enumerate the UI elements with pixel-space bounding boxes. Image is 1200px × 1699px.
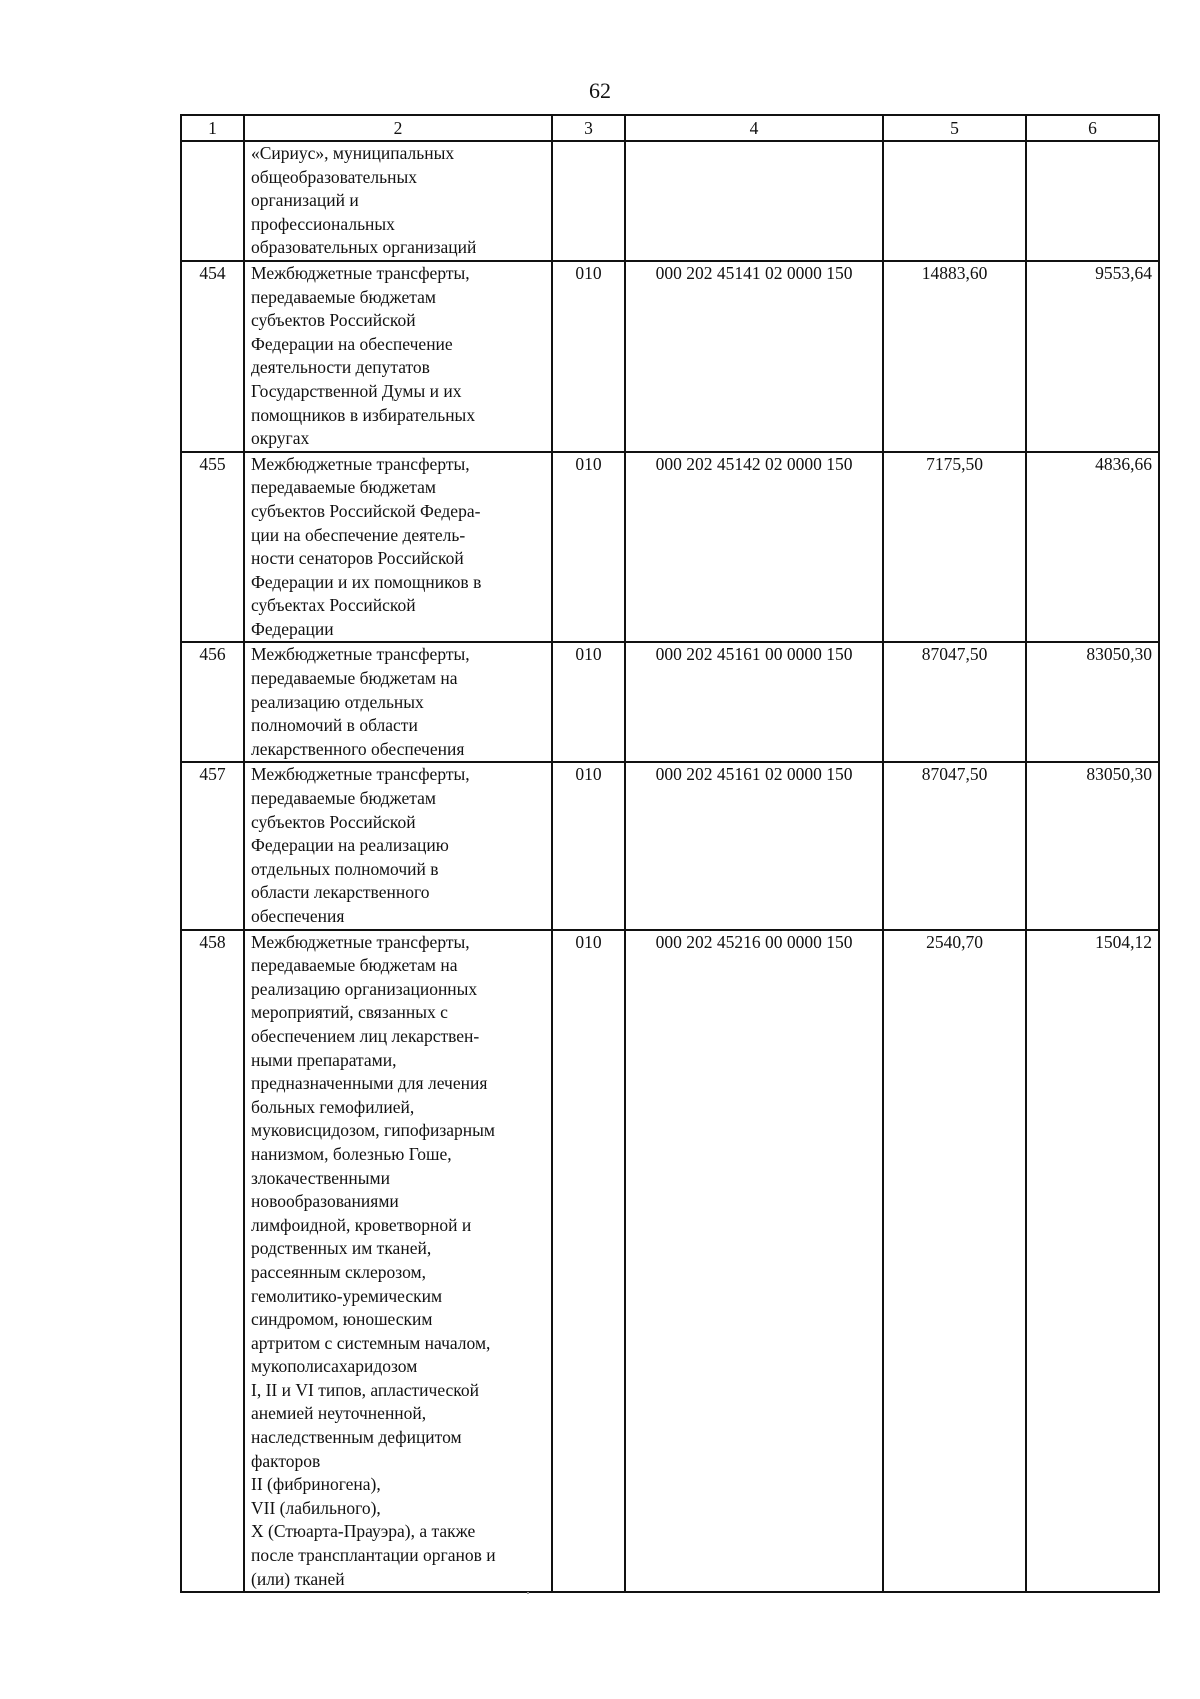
row-description-text: «Сириус», муниципальных общеобразовательных организаций и профессиональных образовательных организаций	[251, 143, 477, 258]
row-description	[244, 261, 552, 452]
row-admin-code: 010	[552, 452, 625, 643]
header-col-3: 3	[552, 115, 625, 141]
row-admin-code: 010	[552, 930, 625, 1593]
table-row	[181, 930, 1159, 1593]
header-col-1: 1	[181, 115, 244, 141]
row-description	[244, 930, 552, 1593]
row-number: 456	[181, 642, 244, 762]
table-row	[181, 452, 1159, 643]
row-description-text: Межбюджетные трансферты, передаваемые бюджетам на реализацию отдельных полномочий в области лекарственного обеспечения	[251, 644, 470, 759]
table-row	[181, 261, 1159, 452]
row-amount-col5: 14883,60	[883, 261, 1026, 452]
row-amount-col5: 87047,50	[883, 762, 1026, 929]
row-amount-col6: 83050,30	[1026, 642, 1159, 762]
row-budget-code: 000 202 45142 02 0000 150	[625, 452, 883, 643]
scan-speck	[527, 1592, 529, 1594]
row-description-text: Межбюджетные трансферты, передаваемые бюджетам субъектов Российской Федера- ции на обеспечение деятель- ности сенаторов Российской Федерации и их помощников в субъектах Российской Федерации	[251, 453, 482, 639]
header-col-2: 2	[244, 115, 552, 141]
row-amount-col5: 87047,50	[883, 642, 1026, 762]
table-row	[181, 141, 1159, 261]
row-admin-code: 010	[552, 642, 625, 762]
table-row	[181, 642, 1159, 762]
row-admin-code: 010	[552, 762, 625, 929]
row-description	[244, 762, 552, 929]
row-number: 458	[181, 930, 244, 1593]
budget-table	[180, 114, 1160, 1593]
header-row	[181, 115, 1159, 141]
table-header	[181, 115, 1159, 141]
row-description-text: Межбюджетные трансферты, передаваемые бюджетам на реализацию организационных мероприятий, связанных с обеспечением лиц лекарствен- ными препаратами, предназначенными для лечения больных гемофилией, муковисцидозом, гипофизарным нанизмом, болезнью Гоше, злокачественными новообразованиями лимфоидной, кроветворной и родственных им тканей, рассеянным склерозом, гемолитико-уремическим синдромом, юношеским артритом с системным началом, мукополисахаридозом I, II и VI типов, апластической анемией неуточненной, наследственным дефицитом факторов II (фибриногена), VII (лабильного), X (Стюарта-Прауэра), а также после трансплантации органов и (или) тканей	[251, 931, 496, 1589]
row-budget-code: 000 202 45216 00 0000 150	[625, 930, 883, 1593]
header-col-6: 6	[1026, 115, 1159, 141]
row-budget-code: 000 202 45161 02 0000 150	[625, 762, 883, 929]
row-description-text: Межбюджетные трансферты, передаваемые бюджетам субъектов Российской Федерации на обеспечение деятельности депутатов Государственной Думы и их помощников в избирательных округах	[251, 262, 476, 449]
row-amount-col6	[1026, 141, 1159, 261]
row-amount-col6: 9553,64	[1026, 261, 1159, 452]
row-budget-code: 000 202 45161 00 0000 150	[625, 642, 883, 762]
row-description	[244, 452, 552, 643]
row-description	[244, 141, 552, 261]
page-number: 62	[589, 78, 611, 103]
row-number: 457	[181, 762, 244, 929]
header-col-5: 5	[883, 115, 1026, 141]
table-row	[181, 762, 1159, 929]
row-number	[181, 141, 244, 261]
row-number: 455	[181, 452, 244, 643]
row-amount-col5: 2540,70	[883, 930, 1026, 1593]
row-amount-col6: 83050,30	[1026, 762, 1159, 929]
row-amount-col6: 4836,66	[1026, 452, 1159, 643]
row-budget-code: 000 202 45141 02 0000 150	[625, 261, 883, 452]
row-description-text: Межбюджетные трансферты, передаваемые бюджетам субъектов Российской Федерации на реализацию отдельных полномочий в области лекарственного обеспечения	[251, 764, 470, 926]
table-body	[181, 141, 1159, 1592]
row-amount-col6: 1504,12	[1026, 930, 1159, 1593]
row-admin-code	[552, 141, 625, 261]
header-col-4: 4	[625, 115, 883, 141]
row-budget-code	[625, 141, 883, 261]
row-amount-col5: 7175,50	[883, 452, 1026, 643]
row-amount-col5	[883, 141, 1026, 261]
row-description	[244, 642, 552, 762]
row-admin-code: 010	[552, 261, 625, 452]
row-number: 454	[181, 261, 244, 452]
